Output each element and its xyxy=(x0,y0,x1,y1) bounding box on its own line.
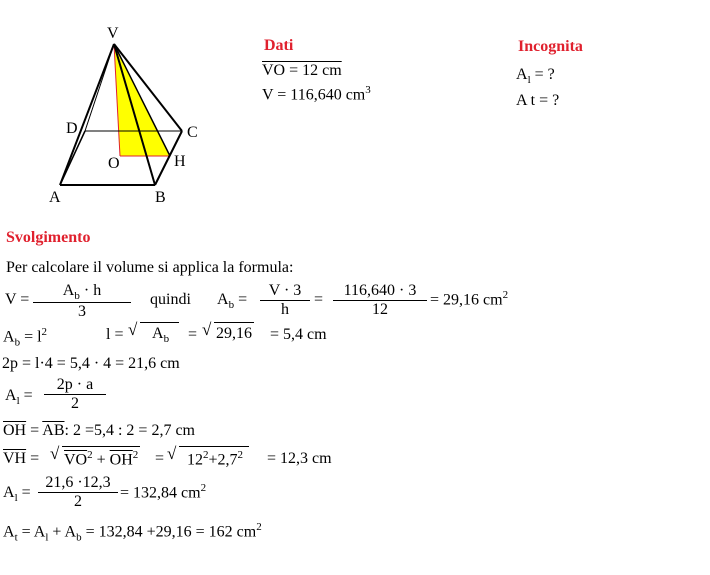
eq6-vh: $\overline{VH}$ = xyxy=(3,450,40,467)
eq6-equals: = xyxy=(155,450,165,467)
pyramid-figure xyxy=(0,0,250,215)
eq4-fraction: $\frac{2p \cdot a}{2}$ xyxy=(44,376,106,413)
sqrt-radicand-3: $VO^2 + \overline{OH}^2$ xyxy=(62,446,140,469)
eq7-result: = 132,84 $cm^2$ xyxy=(120,482,207,502)
eq4-al: $A_l$ = xyxy=(5,387,33,408)
intro-text: Per calcolare il volume si applica la formula: xyxy=(6,259,294,276)
label-B: B xyxy=(155,189,166,206)
dati-line-1: VO = 12 cm xyxy=(262,62,342,79)
incognita-line-1: $A_l$ = ? xyxy=(516,66,555,87)
eq1-lhs: V = xyxy=(5,291,30,308)
eq2-ab: $A_b = l^2$ xyxy=(3,326,48,349)
sqrt-sign-3: √ xyxy=(50,444,60,463)
eq2-equals: = xyxy=(188,326,198,343)
sqrt-radicand-4: $12^2+2,7^2$ xyxy=(179,446,249,469)
edge-VD xyxy=(85,44,114,131)
eq1-equals: = xyxy=(314,291,324,308)
label-V: V xyxy=(107,25,119,42)
eq2-l: l = xyxy=(106,326,124,343)
sqrt-radicand-2: 29,16 xyxy=(214,322,254,343)
dati-title: Dati xyxy=(264,37,294,54)
label-O: O xyxy=(108,155,120,172)
label-D: D xyxy=(66,120,78,137)
label-H: H xyxy=(174,153,186,170)
edge-VA xyxy=(60,44,114,185)
eq1-fraction: $\frac{A_b \cdot h}{3}$ xyxy=(33,282,131,321)
eq1-ab: $A_b$ = xyxy=(217,291,248,312)
label-C: C xyxy=(187,124,198,141)
label-A: A xyxy=(49,189,61,206)
eq8-total-area: $A_t = A_l + A_b = 132,84 +29,16 = 162$ $cm^2$ xyxy=(3,521,262,544)
eq7-fraction: $\frac{21,6 \cdot 12,3}{2}$ xyxy=(38,474,118,511)
dati-line-2: V = 116,640 $cm^3$ xyxy=(262,84,371,104)
eq3-perimeter: 2p = l·4 = 5,4 · 4 = 21,6 cm xyxy=(2,355,180,372)
eq7-al: $A_l$ = xyxy=(3,484,31,505)
eq1-fraction-3: $\frac{116,640 \cdot 3}{12}$ xyxy=(333,282,427,319)
eq1-result: = 29,16 $cm^2$ xyxy=(430,289,509,309)
eq6-result: = 12,3 cm xyxy=(267,450,332,467)
incognita-line-2: A t = ? xyxy=(516,92,560,109)
eq2-result: = 5,4 cm xyxy=(270,326,327,343)
incognita-title: Incognita xyxy=(518,38,583,55)
sqrt-radicand-1: $A_b$ xyxy=(140,322,179,345)
sqrt-sign-4: √ xyxy=(167,444,177,463)
eq1-fraction-2: $\frac{V \cdot 3}{h}$ xyxy=(260,282,310,319)
eq5-oh: $\overline{OH} = \overline{AB}$: 2 =5,4 : 2 = 2,7 cm xyxy=(3,422,195,439)
svolgimento-title: Svolgimento xyxy=(6,229,91,246)
sqrt-sign-1: √ xyxy=(128,320,138,339)
sqrt-sign-2: √ xyxy=(202,320,212,339)
quindi-text: quindi xyxy=(150,291,191,308)
